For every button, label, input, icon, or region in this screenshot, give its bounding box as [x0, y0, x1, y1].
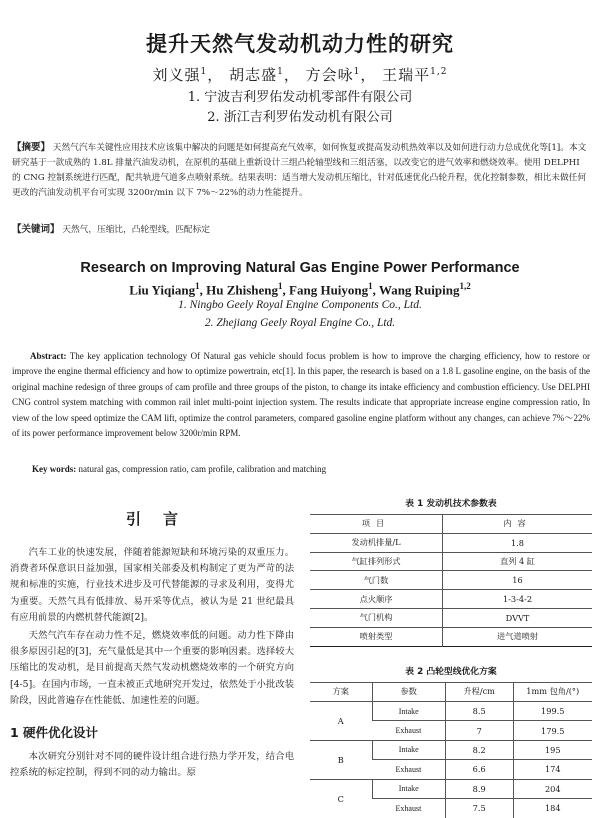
- author-affil-mark: 1: [353, 67, 361, 77]
- author-list-en: Liu Yiqiang$^1$, Hu Zhisheng$^1$, Fang Huiyong$^1$, Wang Ruiping$^{1,2}$: [129, 281, 471, 298]
- paper-title-cn: 提升天然气发动机动力性的研究: [146, 32, 454, 56]
- table-cell: 6.6: [445, 760, 513, 779]
- author-name: Fang Huiyong: [289, 282, 369, 298]
- author-affil-mark: 1: [368, 281, 373, 291]
- cam-profile-table: [310, 682, 592, 818]
- abstract-en: [12, 349, 590, 441]
- table-cell: 进气道喷射: [443, 627, 592, 646]
- table-cell: 8.9: [445, 779, 513, 798]
- table-header-row: [310, 515, 592, 534]
- abstract-cn-label: 【摘要】: [12, 142, 51, 153]
- table-cell: 1-3-4-2: [443, 590, 592, 609]
- section-heading-intro: 引言: [125, 510, 200, 528]
- table-cell: Intake: [372, 740, 445, 759]
- table-row: [310, 571, 592, 590]
- table-row: [310, 701, 592, 720]
- table-cell-scheme: C: [310, 779, 372, 818]
- author-name: Wang Ruiping: [378, 282, 460, 298]
- keywords-en-text: natural gas, compression ratio, cam profile, calibration and matching: [78, 464, 327, 474]
- table-cell: 喷射类型: [310, 627, 443, 646]
- intro-paragraph-1: 汽车工业的快速发展，伴随着能源短缺和环境污染的双重压力。消费者环保意识日益加强，国家相关部委及机构制定了更为严苛的法规和标准的实施，行业技术进步及可代替能源的寻求及利用，变得尤为重要。天然气具有低排放、易开采等优点，被认为是 21 世纪最具有应用前景的内燃机替代能源[2]。: [10, 547, 294, 623]
- table-cell: DVVT: [443, 608, 592, 627]
- keywords-en: [32, 464, 592, 474]
- table-cell: 发动机排量/L: [310, 533, 443, 552]
- table-cell: 179.5: [513, 721, 592, 740]
- table-cell: Intake: [372, 701, 445, 720]
- body-right-column: [310, 496, 592, 818]
- table-cell-scheme: A: [310, 701, 372, 740]
- table-cell: 气门数: [310, 571, 443, 590]
- affiliation-en-1: 1. Ningbo Geely Royal Engine Components Co., Ltd.: [178, 299, 422, 311]
- table-cell: 199.5: [513, 701, 592, 720]
- table-row: [310, 552, 592, 571]
- author-name: 刘义强: [152, 66, 201, 84]
- paper-title-en: Research on Improving Natural Gas Engine Power Performance: [80, 260, 520, 276]
- table-header-cell: 内容: [443, 515, 592, 534]
- table-cell: 7: [445, 721, 513, 740]
- table-header-cell: 方案: [310, 682, 372, 701]
- abstract-cn: [12, 140, 588, 201]
- author-name: 胡志盛: [229, 66, 278, 84]
- table-cell: 气门机构: [310, 608, 443, 627]
- table-cell: 直列 4 缸: [443, 552, 592, 571]
- section1-paragraph: 本次研究分别针对不同的硬件设计组合进行热力学开发，结合电控系统的标定控制，得到不同的动力输出。原: [10, 751, 294, 779]
- affiliation-en-2: 2. Zhejiang Geely Royal Engine Co., Ltd.: [204, 317, 396, 329]
- author-affil-mark: 1: [277, 67, 284, 77]
- table1-caption: 表 1 发动机技术参数表: [405, 499, 497, 509]
- table-cell: Exhaust: [372, 721, 445, 740]
- table-cell: 195: [513, 740, 592, 759]
- table-cell: 点火顺序: [310, 590, 443, 609]
- table-cell-scheme: B: [310, 740, 372, 779]
- table-cell: 8.2: [445, 740, 513, 759]
- author-name: Liu Yiqiang: [129, 282, 196, 298]
- abstract-en-label: Abstract:: [30, 351, 67, 361]
- table-cell: 184: [513, 798, 592, 817]
- table-cell: 7.5: [445, 798, 513, 817]
- keywords-cn: [12, 221, 588, 235]
- table-header-cell: 参数: [372, 682, 445, 701]
- table-row: [310, 627, 592, 646]
- table-cell: 204: [513, 779, 592, 798]
- table-cell: Intake: [372, 779, 445, 798]
- table2-caption: 表 2 凸轮型线优化方案: [405, 666, 497, 677]
- keywords-cn-text: 天然气，压缩比，凸轮型线，匹配标定: [62, 225, 210, 235]
- body-left-column: [10, 508, 294, 781]
- keywords-en-label: Key words:: [32, 464, 77, 474]
- abstract-cn-text: 天然气汽车关键性应用技术应该集中解决的问题是如何提高充气效率，如何恢复或提高发动机热效率以及如何进行动力总成优化等[1]。本文研究基于一款成熟的 1.8L 排量汽油发动机，在原机的基础上重新设计三组凸轮轴型线和三组活塞，以改变它的进气效率和燃烧效率。使用 DELPHI 的 CNG 控制系统进行匹配，配共轨进气道多点喷射系统。结果表明：适当增大发动机压缩比，针对低速优化凸轮升程，优化控制参数，相比未做任何更改的汽油发动机平台可实现 3200r/min 以下 7%～22%的动力性能提升。: [12, 143, 587, 198]
- engine-spec-table: [310, 514, 592, 647]
- table-cell: 8.5: [445, 701, 513, 720]
- table-cell: Exhaust: [372, 760, 445, 779]
- keywords-cn-label: 【关键词】: [12, 224, 60, 235]
- author-name: 王瑞平: [382, 66, 431, 84]
- table-cell: 16: [443, 571, 592, 590]
- table-cell: 174: [513, 760, 592, 779]
- author-affil-mark: 1: [200, 67, 208, 77]
- table-header-cell: 1mm 包角/(°): [513, 682, 592, 701]
- table-cell: Exhaust: [372, 798, 445, 817]
- table-header-row: [310, 682, 592, 701]
- affiliation-cn-1: 1. 宁波吉利罗佑发动机零部件有限公司: [187, 90, 413, 105]
- table-row: [310, 779, 592, 798]
- table-row: [310, 608, 592, 627]
- author-affil-mark: 1,2: [459, 281, 471, 291]
- author-name: Hu Zhisheng: [206, 282, 279, 298]
- table-header-cell: 项目: [310, 515, 443, 534]
- intro-paragraph-2: 天然气汽车存在动力性不足，燃烧效率低的问题。动力性下降由很多原因引起的[3]，充气量低是其中一个重要的影响因素。选择较大压缩比的发动机，是目前提高天然气发动机燃烧效率的一个研究方向[4-5]。在国内市场，一直未被正式地研究开发过，依然处于小批改装阶段，因此普遍存在性能低、加速性差的问题。: [10, 630, 294, 706]
- table-row: [310, 533, 592, 552]
- table-cell: 气缸排列形式: [310, 552, 443, 571]
- table-row: [310, 740, 592, 759]
- table-cell: 1.8: [443, 533, 592, 552]
- section-heading-1: 1 硬件优化设计: [10, 725, 99, 741]
- author-name: 方会咏: [305, 66, 354, 84]
- author-affil-mark: 1: [195, 281, 200, 291]
- author-affil-mark: 1,2: [430, 67, 448, 77]
- author-affil-mark: 1: [278, 281, 283, 291]
- author-list-cn: 刘义强$^1$， 胡志盛$^1$， 方会咏$^1$， 王瑞平$^{1,2}$: [152, 66, 448, 84]
- affiliation-cn-2: 2. 浙江吉利罗佑发动机有限公司: [207, 110, 393, 125]
- abstract-en-text: The key application technology Of Natural gas vehicle should focus problem is how to improve the charging efficiency, how to restore or improve the engine thermal efficiency and how to optimize powertrain, etc[1]. In this paper, the research is based on a 1.8 L gasoline engine, on the basis of the original machine redesign of three groups of cam profile and three groups of the piston, to change its intake efficiency and combustion efficiency. Use DELPHI CNG control system matching with common rail inlet multi-point injection system. The results indicate that appropriate increase engine compression ratio, In view of the low speed optimize the CAM lift, optimize the control parameters, compared gasoline engine platform without any changes, can achieve 7%～22% of its power performance improvement below 3200r/min RPM.: [12, 351, 590, 439]
- table-header-cell: 升程/cm: [445, 682, 513, 701]
- table-row: [310, 590, 592, 609]
